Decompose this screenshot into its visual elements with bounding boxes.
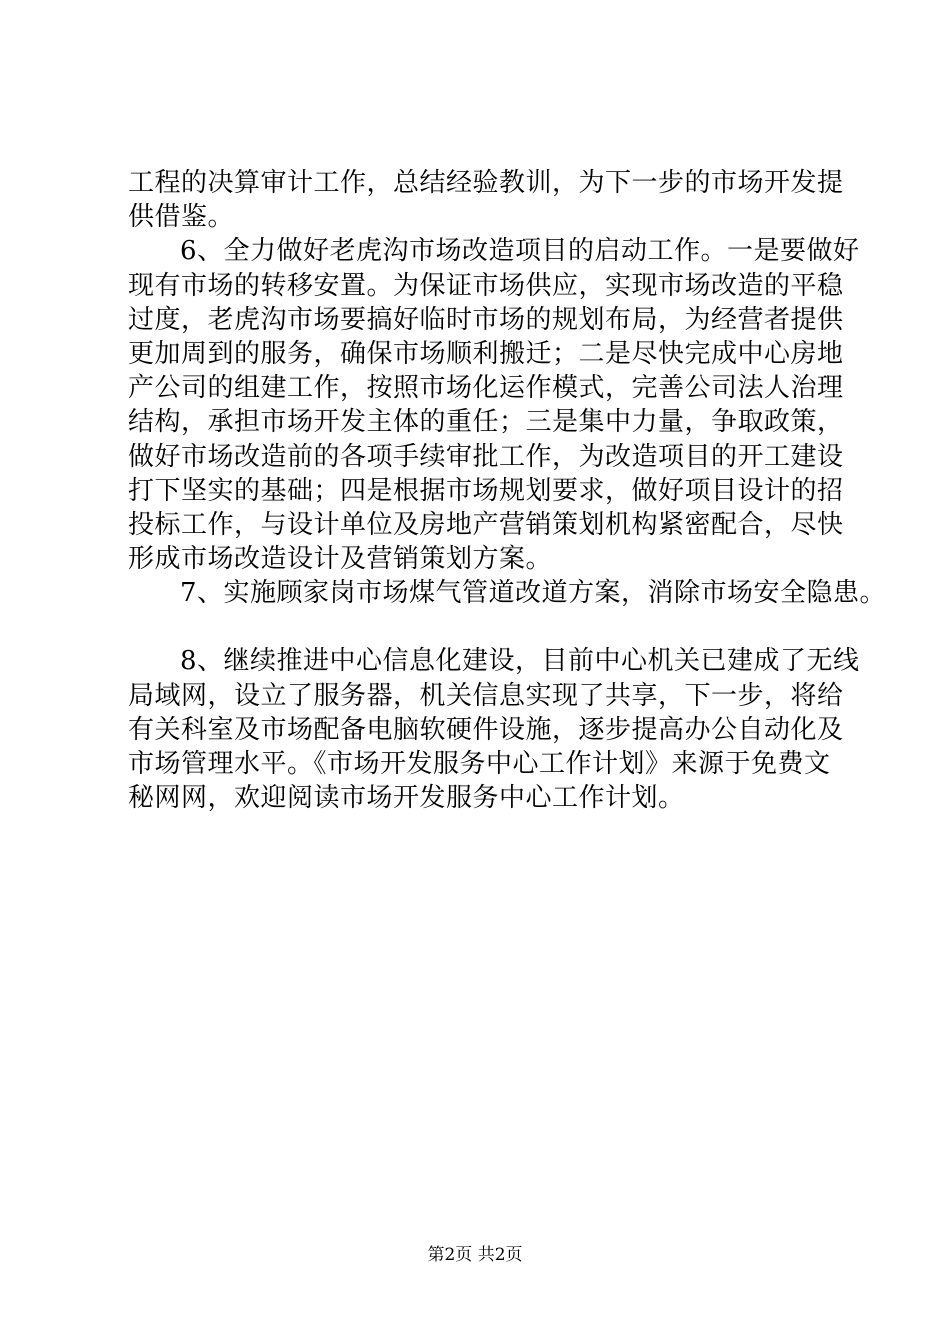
page-number-footer: 第2页 共2页 xyxy=(427,1245,523,1265)
text-line: 更加周到的服务，确保市场顺利搬迁；二是尽快完成中心房地 xyxy=(128,338,844,369)
text-line: 做好市场改造前的各项手续审批工作，为改造项目的开工建设 xyxy=(128,441,844,472)
paragraph-spacer xyxy=(128,610,848,644)
text-line: 形成市场改造设计及营销策划方案。 xyxy=(128,544,553,575)
paragraph-item-7 xyxy=(128,576,887,610)
paragraph-item-6 xyxy=(128,234,860,576)
text-line: 投标工作，与设计单位及房地产营销策划机构紧密配合，尽快 xyxy=(128,509,844,540)
paragraph-item-8 xyxy=(128,644,860,815)
paragraph-continuation xyxy=(128,166,848,234)
text-line: 产公司的组建工作，按照市场化运作模式，完善公司法人治理 xyxy=(128,373,844,404)
text-line: 局域网，设立了服务器，机关信息实现了共享，下一步，将给 xyxy=(128,680,844,711)
text-line: 6、全力做好老虎沟市场改造项目的启动工作。一是要做好 xyxy=(180,236,860,267)
text-line: 供借鉴。 xyxy=(128,202,235,233)
text-line: 8、继续推进中心信息化建设，目前中心机关已建成了无线 xyxy=(180,646,860,677)
document-body xyxy=(128,166,887,815)
text-line: 市场管理水平。《市场开发服务中心工作计划》来源于免费文 xyxy=(128,749,831,779)
text-line: 秘网网，欢迎阅读市场开发服务中心工作计划。 xyxy=(128,783,685,814)
text-line: 7、实施顾家岗市场煤气管道改道方案，消除市场安全隐患。 xyxy=(180,578,887,609)
text-line: 有关科室及市场配备电脑软硬件设施，逐步提高办公自动化及 xyxy=(128,714,844,745)
text-line: 结构，承担市场开发主体的重任；三是集中力量，争取政策， xyxy=(128,407,844,438)
text-line: 现有市场的转移安置。为保证市场供应，实现市场改造的平稳 xyxy=(128,270,844,301)
text-line: 打下坚实的基础；四是根据市场规划要求，做好项目设计的招 xyxy=(128,475,844,506)
text-line: 过度，老虎沟市场要搞好临时市场的规划布局，为经营者提供 xyxy=(128,304,844,335)
text-line: 工程的决算审计工作，总结经验教训，为下一步的市场开发提 xyxy=(128,168,844,198)
